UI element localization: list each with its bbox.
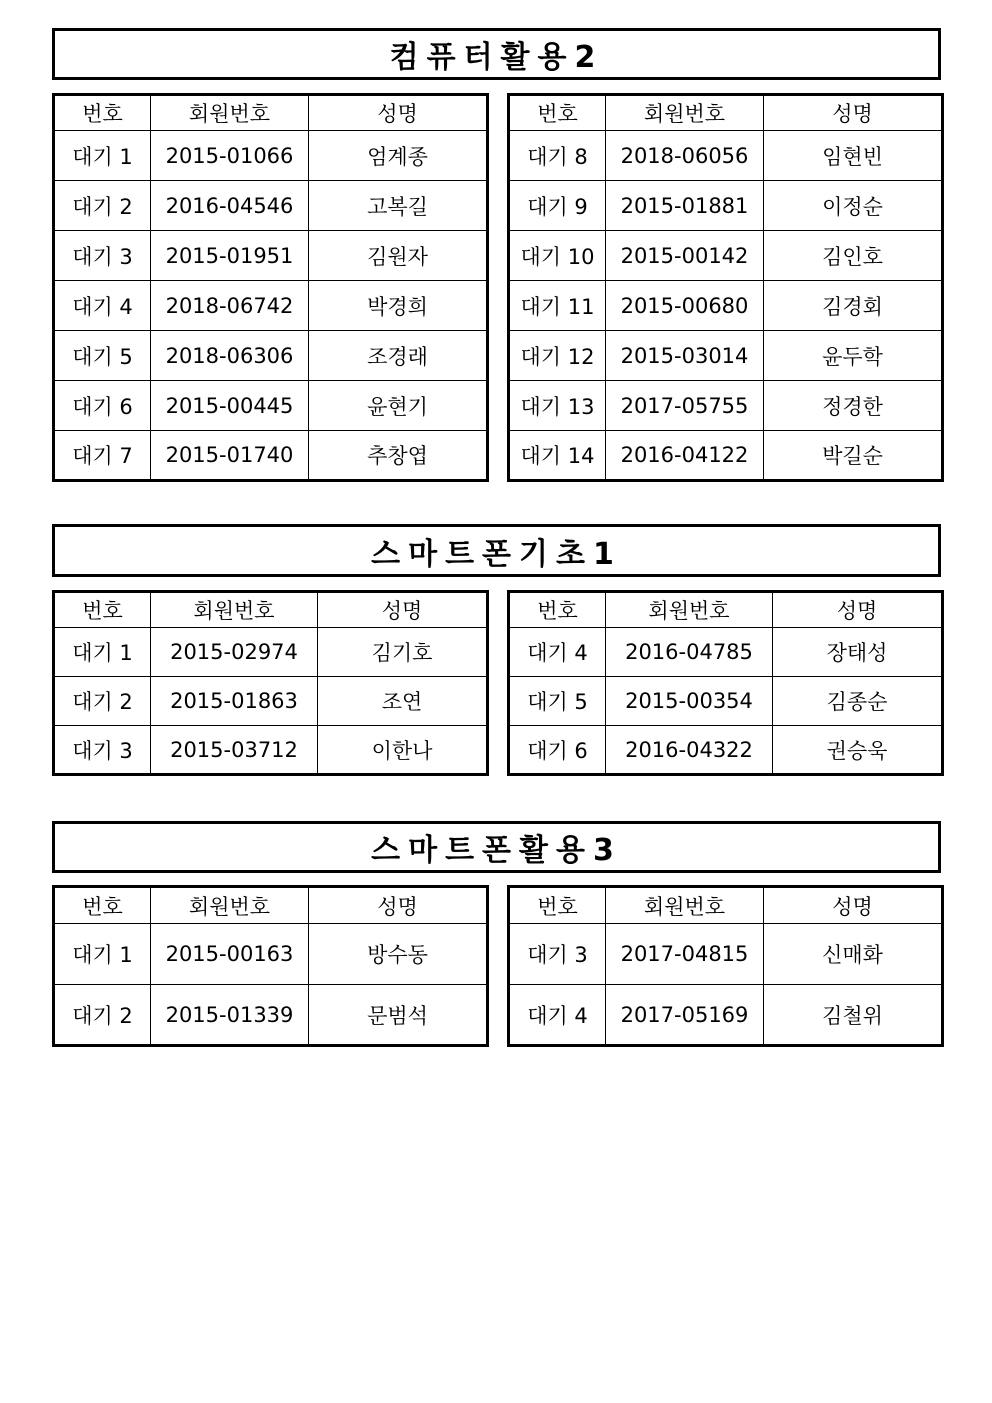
cell-name: 조연 — [318, 677, 488, 726]
cell-waiting-number: 대기 8 — [509, 131, 606, 181]
header-member-id: 회원번호 — [151, 887, 309, 924]
section-title: 스마트폰활용3 — [52, 821, 941, 873]
header-number: 번호 — [509, 887, 606, 924]
cell-member-id: 2015-01740 — [151, 431, 309, 481]
cell-waiting-number: 대기 4 — [509, 985, 606, 1046]
cell-waiting-number: 대기 1 — [54, 628, 151, 677]
cell-member-id: 2015-01066 — [151, 131, 309, 181]
cell-name: 조경래 — [309, 331, 488, 381]
header-name: 성명 — [309, 95, 488, 131]
section-smartphone-basic-1 — [52, 524, 941, 778]
table-row — [54, 131, 488, 181]
cell-waiting-number: 대기 10 — [509, 231, 606, 281]
header-number: 번호 — [54, 95, 151, 131]
header-number: 번호 — [509, 592, 606, 628]
cell-member-id: 2017-05755 — [606, 381, 764, 431]
table-header-row — [509, 887, 943, 924]
cell-name: 이정순 — [764, 181, 943, 231]
cell-waiting-number: 대기 13 — [509, 381, 606, 431]
cell-waiting-number: 대기 12 — [509, 331, 606, 381]
cell-member-id: 2018-06306 — [151, 331, 309, 381]
roster-table-right — [507, 93, 944, 482]
cell-name: 김인호 — [764, 231, 943, 281]
table-row — [54, 381, 488, 431]
cell-member-id: 2015-01339 — [151, 985, 309, 1046]
cell-member-id: 2015-00680 — [606, 281, 764, 331]
cell-name: 김철위 — [764, 985, 943, 1046]
cell-name: 문범석 — [309, 985, 488, 1046]
header-name: 성명 — [309, 887, 488, 924]
cell-name: 신매화 — [764, 924, 943, 985]
cell-name: 김종순 — [773, 677, 943, 726]
table-header-row — [54, 95, 488, 131]
cell-member-id: 2015-01863 — [151, 677, 318, 726]
table-row — [509, 181, 943, 231]
cell-name: 추창엽 — [309, 431, 488, 481]
header-name: 성명 — [764, 887, 943, 924]
section-computer-2 — [52, 28, 941, 482]
cell-name: 엄계종 — [309, 131, 488, 181]
header-member-id: 회원번호 — [606, 887, 764, 924]
table-row — [509, 628, 943, 677]
cell-waiting-number: 대기 11 — [509, 281, 606, 331]
header-member-id: 회원번호 — [606, 592, 773, 628]
cell-member-id: 2015-00163 — [151, 924, 309, 985]
header-member-id: 회원번호 — [151, 592, 318, 628]
roster-table-right — [507, 590, 944, 776]
table-row — [509, 431, 943, 481]
cell-name: 김원자 — [309, 231, 488, 281]
cell-waiting-number: 대기 6 — [54, 381, 151, 431]
table-row — [54, 281, 488, 331]
cell-member-id: 2017-04815 — [606, 924, 764, 985]
cell-member-id: 2016-04322 — [606, 726, 773, 775]
cell-name: 윤현기 — [309, 381, 488, 431]
cell-name: 장태성 — [773, 628, 943, 677]
cell-waiting-number: 대기 2 — [54, 677, 151, 726]
header-name: 성명 — [764, 95, 943, 131]
cell-name: 김기호 — [318, 628, 488, 677]
cell-member-id: 2018-06742 — [151, 281, 309, 331]
cell-member-id: 2015-00354 — [606, 677, 773, 726]
cell-member-id: 2015-01951 — [151, 231, 309, 281]
table-row — [54, 924, 488, 985]
roster-table-left — [52, 590, 489, 776]
cell-waiting-number: 대기 4 — [54, 281, 151, 331]
cell-name: 정경한 — [764, 381, 943, 431]
cell-waiting-number: 대기 5 — [54, 331, 151, 381]
cell-waiting-number: 대기 5 — [509, 677, 606, 726]
cell-name: 박길순 — [764, 431, 943, 481]
cell-waiting-number: 대기 1 — [54, 131, 151, 181]
table-row — [509, 924, 943, 985]
cell-waiting-number: 대기 14 — [509, 431, 606, 481]
cell-name: 임현빈 — [764, 131, 943, 181]
roster-table-left — [52, 885, 489, 1047]
header-name: 성명 — [773, 592, 943, 628]
table-row — [54, 726, 488, 775]
roster-table-left — [52, 93, 489, 482]
cell-waiting-number: 대기 2 — [54, 181, 151, 231]
table-header-row — [509, 592, 943, 628]
cell-member-id: 2018-06056 — [606, 131, 764, 181]
header-number: 번호 — [509, 95, 606, 131]
table-row — [509, 281, 943, 331]
cell-waiting-number: 대기 6 — [509, 726, 606, 775]
cell-name: 방수동 — [309, 924, 488, 985]
cell-waiting-number: 대기 3 — [54, 231, 151, 281]
table-row — [509, 677, 943, 726]
table-row — [509, 331, 943, 381]
cell-waiting-number: 대기 9 — [509, 181, 606, 231]
table-row — [54, 231, 488, 281]
cell-member-id: 2015-01881 — [606, 181, 764, 231]
cell-name: 박경희 — [309, 281, 488, 331]
table-row — [54, 431, 488, 481]
cell-name: 이한나 — [318, 726, 488, 775]
cell-member-id: 2015-03712 — [151, 726, 318, 775]
cell-member-id: 2016-04122 — [606, 431, 764, 481]
section-title: 스마트폰기초1 — [52, 524, 941, 577]
table-row — [54, 677, 488, 726]
table-row — [54, 985, 488, 1046]
table-row — [54, 181, 488, 231]
roster-table-right — [507, 885, 944, 1047]
cell-waiting-number: 대기 3 — [509, 924, 606, 985]
cell-member-id: 2017-05169 — [606, 985, 764, 1046]
header-number: 번호 — [54, 887, 151, 924]
header-number: 번호 — [54, 592, 151, 628]
cell-waiting-number: 대기 7 — [54, 431, 151, 481]
header-member-id: 회원번호 — [151, 95, 309, 131]
cell-name: 권승욱 — [773, 726, 943, 775]
table-row — [509, 131, 943, 181]
table-row — [509, 726, 943, 775]
cell-waiting-number: 대기 1 — [54, 924, 151, 985]
cell-name: 고복길 — [309, 181, 488, 231]
section-smartphone-advanced-3 — [52, 821, 941, 1047]
table-row — [509, 231, 943, 281]
cell-member-id: 2015-00142 — [606, 231, 764, 281]
cell-waiting-number: 대기 3 — [54, 726, 151, 775]
cell-member-id: 2015-00445 — [151, 381, 309, 431]
header-member-id: 회원번호 — [606, 95, 764, 131]
table-row — [509, 985, 943, 1046]
table-row — [54, 331, 488, 381]
cell-member-id: 2016-04785 — [606, 628, 773, 677]
table-header-row — [54, 592, 488, 628]
cell-waiting-number: 대기 4 — [509, 628, 606, 677]
table-header-row — [54, 887, 488, 924]
cell-name: 김경회 — [764, 281, 943, 331]
cell-member-id: 2015-03014 — [606, 331, 764, 381]
cell-member-id: 2015-02974 — [151, 628, 318, 677]
table-row — [509, 381, 943, 431]
cell-name: 윤두학 — [764, 331, 943, 381]
table-row — [54, 628, 488, 677]
table-header-row — [509, 95, 943, 131]
cell-member-id: 2016-04546 — [151, 181, 309, 231]
section-title: 컴퓨터활용2 — [52, 28, 941, 80]
cell-waiting-number: 대기 2 — [54, 985, 151, 1046]
header-name: 성명 — [318, 592, 488, 628]
